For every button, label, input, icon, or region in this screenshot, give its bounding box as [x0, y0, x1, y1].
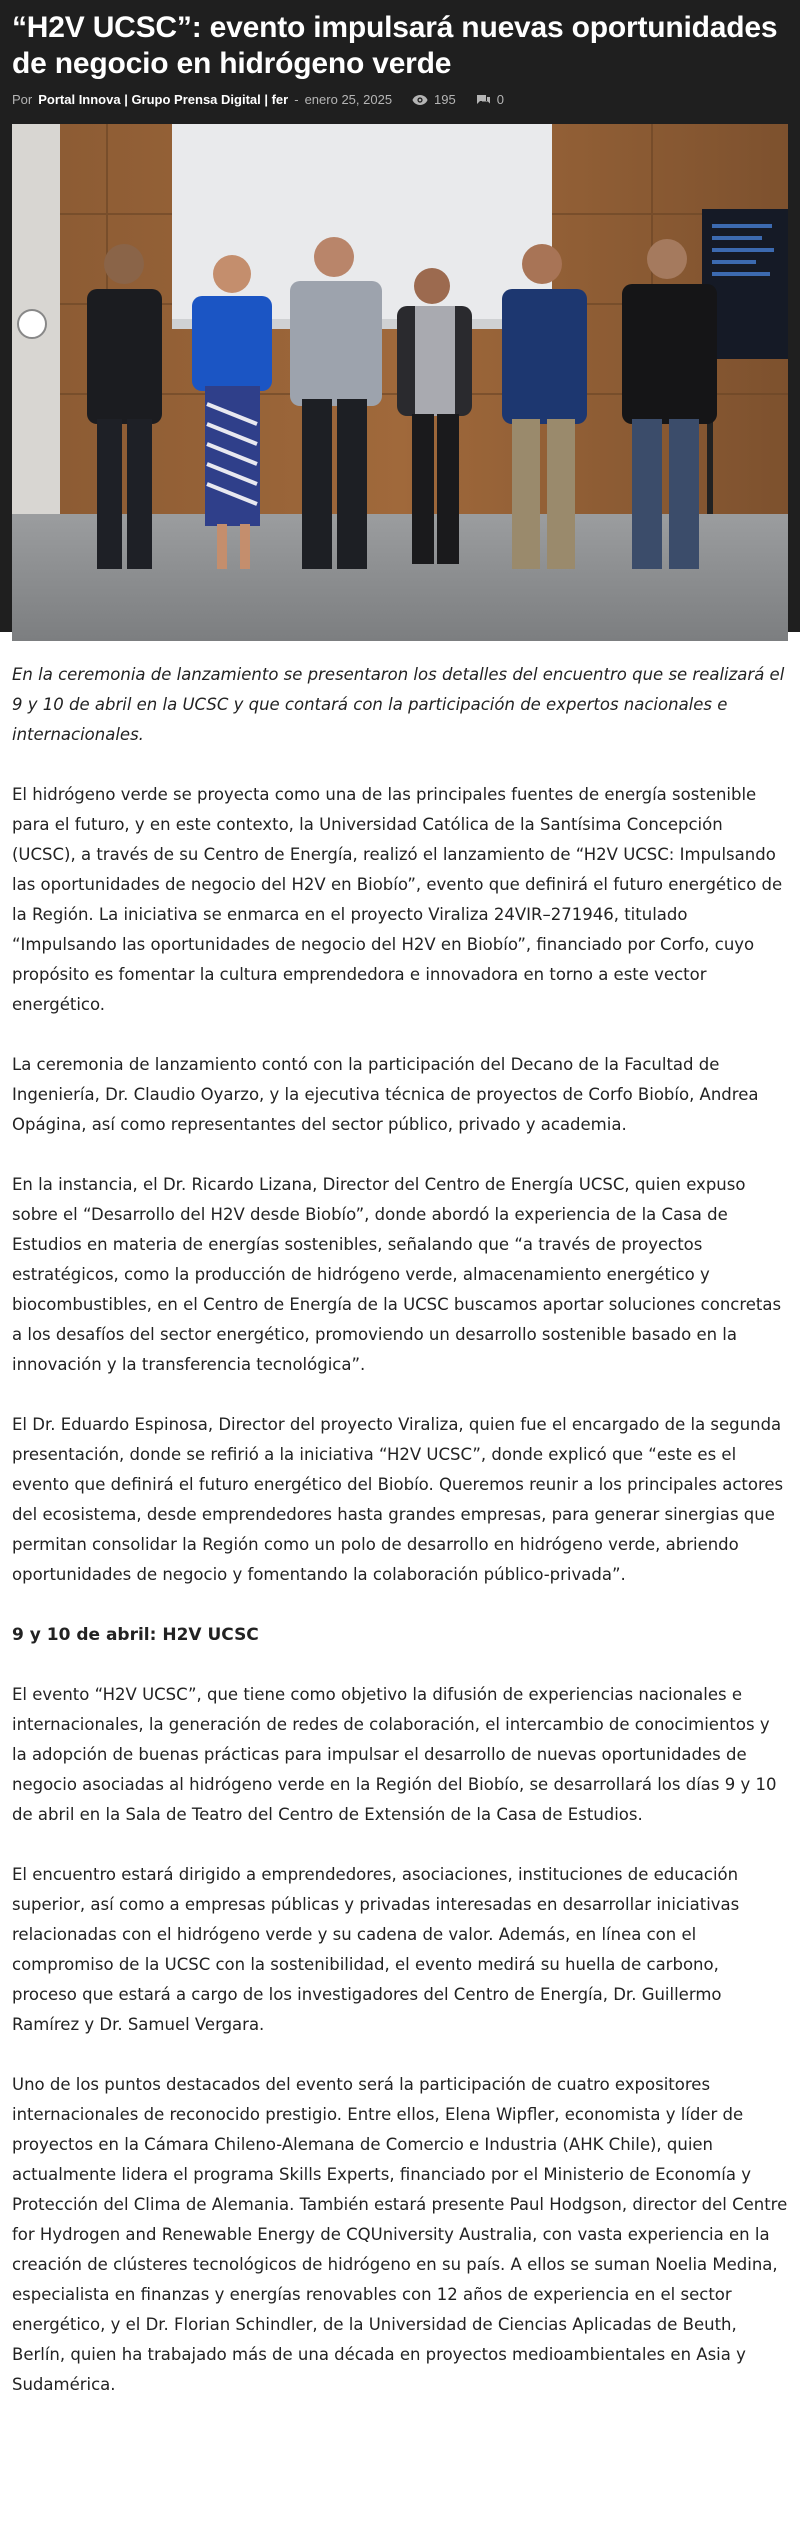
article-paragraph: La ceremonia de lanzamiento contó con la participación del Decano de la Facultad de Ingeniería, Dr. Claudio Oyarzo, y la ejecutiva técnica de proyectos de Corfo Biobío, Andrea Opágina, así como representantes del sector público, privado y academia. [12, 1055, 759, 1134]
article-paragraph: Uno de los puntos destacados del evento será la participación de cuatro expositores internacionales de reconocido prestigio. Entre ellos, Elena Wipfler, economista y líder de proyectos en la Cámara Chileno-Alemana de Comercio e Industria (AHK Chile), quien actualmente lidera el programa Skills Experts, financiado por el Ministerio de Economía y Protección del Clima de Alemania. También estará presente Paul Hodgson, director del Centre for Hydrogen and Renewable Energy de CQUniversity Australia, con vasta experiencia en la creación de clústeres tecnológicos de hidrógeno en su país. A ellos se suman Noelia Medina, especialista en finanzas y energías renovables con 12 años de experiencia en el sector energético, y el Dr. Florian Schindler, de la Universidad de Ciencias Aplicadas de Beuth, Berlín, quien ha trabajado más de una década en proyectos medioambientales en Asia y Sudamérica. [12, 2075, 788, 2394]
by-label: Por [12, 92, 33, 107]
article-paragraph: En la instancia, el Dr. Ricardo Lizana, Director del Centro de Energía UCSC, quien expuso sobre el “Desarrollo del H2V desde Biobío”, donde abordó la experiencia de la Casa de Estudios en materia de energías sostenibles, señalando que “a través de proyectos estratégicos, como la producción de hidrógeno verde, almacenamiento energético y biocombustibles, en el Centro de Energía de la UCSC buscamos aportar soluciones concretas a los desafíos del sector energético, promoviendo un desarrollo sostenible basado en la innovación y la transferencia tecnológica”. [12, 1175, 782, 1374]
author-link[interactable]: Portal Innova | Grupo Prensa Digital | fer [38, 92, 289, 107]
article-meta [12, 92, 788, 107]
views-stat [412, 92, 456, 107]
article-subheading: 9 y 10 de abril: H2V UCSC [12, 1625, 259, 1645]
comments-icon [476, 94, 491, 106]
publish-date: enero 25, 2025 [304, 92, 393, 107]
featured-photo-illustration [12, 124, 788, 641]
article-lead: En la ceremonia de lanzamiento se presentaron los detalles del encuentro que se realizará el 9 y 10 de abril en la UCSC y que contará con la participación de expertos nacionales e internacionales. [12, 665, 785, 744]
comments-count: 0 [496, 92, 504, 107]
eye-icon [412, 94, 428, 106]
comments-stat[interactable] [476, 92, 504, 107]
article-title: “H2V UCSC”: evento impulsará nuevas oportunidades de negocio en hidrógeno verde [12, 11, 778, 80]
article-paragraph: El Dr. Eduardo Espinosa, Director del proyecto Viraliza, quien fue el encargado de la segunda presentación, donde se refirió a la iniciativa “H2V UCSC”, donde explicó que “este es el evento que definirá el futuro energético del Biobío. Queremos reunir a los principales actores del ecosistema, desde emprendedores hasta grandes empresas, para generar sinergias que permitan consolidar la Región como un polo de desarrollo en hidrógeno verde, abriendo oportunidades de negocio y fomentando la colaboración público-privada”. [12, 1415, 784, 1584]
meta-separator: - [294, 92, 299, 107]
featured-photo [12, 124, 788, 641]
article-paragraph: El encuentro estará dirigido a emprendedores, asociaciones, instituciones de educación superior, así como a empresas públicas y privadas interesadas en desarrollar iniciativas relacionadas con el hidrógeno verde y su cadena de valor. Además, en línea con el compromiso de la UCSC con la sostenibilidad, el evento medirá su huella de carbono, proceso que estará a cargo de los investigadores del Centro de Energía, Dr. Guillermo Ramírez y Dr. Samuel Vergara. [12, 1865, 740, 2034]
article-header [0, 0, 800, 632]
article-paragraph: El evento “H2V UCSC”, que tiene como objetivo la difusión de experiencias nacionales e internacionales, la generación de redes de colaboración, el intercambio de conocimientos y la adopción de buenas prácticas para impulsar el desarrollo de nuevas oportunidades de negocio asociadas al hidrógeno verde en la Región del Biobío, se desarrollará los días 9 y 10 de abril en la Sala de Teatro del Centro de Extensión de la Casa de Estudios. [12, 1685, 777, 1824]
article-body [0, 632, 800, 2400]
views-count: 195 [434, 92, 456, 107]
article-paragraph: El hidrógeno verde se proyecta como una de las principales fuentes de energía sostenible para el futuro, y en este contexto, la Universidad Católica de la Santísima Concepción (UCSC), a través de su Centro de Energía, realizó el lanzamiento de “H2V UCSC: Impulsando las oportunidades de negocio del H2V en Biobío”, evento que definirá el futuro energético de la Región. La iniciativa se enmarca en el proyecto Viraliza 24VIR–271946, titulado “Impulsando las oportunidades de negocio del H2V en Biobío”, financiado por Corfo, cuyo propósito es fomentar la cultura emprendedora e innovadora en torno a este vector energético. [12, 785, 783, 1014]
